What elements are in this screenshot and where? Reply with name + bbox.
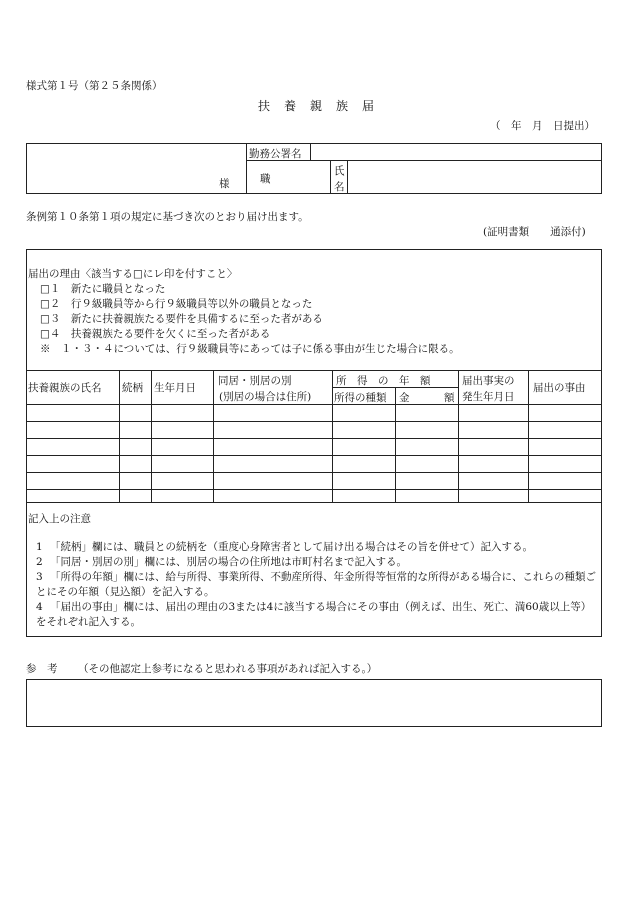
checkbox-icon[interactable]: □ (40, 313, 50, 325)
intro-text: 条例第１０条第１項の規定に基づき次のとおり届け出ます。 (26, 211, 309, 223)
reason-item[interactable]: □４ 扶養親族たる要件を欠くに至った者がある (40, 328, 271, 340)
recipient-field[interactable] (28, 145, 244, 192)
table-row[interactable] (27, 439, 601, 455)
form-number: 様式第１号（第２５条関係） (26, 80, 163, 92)
attachment-note: (証明書類 通添付) (483, 226, 586, 238)
col-header-income-amount: 金 (399, 392, 410, 404)
col-header-income-type: 所得の種類 (334, 392, 387, 404)
reasons-heading: 届出の理由〈該当する□にレ印を付すこと〉 (28, 268, 238, 280)
note-item: 1 「続柄」欄には、職員との続柄を（重度心身障害者として届け出る場合はその旨を併せて）記入する。 (36, 541, 533, 553)
checkbox-icon[interactable]: □ (40, 298, 50, 310)
reason-item[interactable]: □２ 行９級職員等から行９級職員等以外の職員となった (40, 298, 313, 310)
col-header-cohabit: 同居・別居の別 (218, 375, 292, 387)
reference-field[interactable] (26, 679, 602, 727)
col-header-income: 所 得 の 年 額 (336, 375, 431, 387)
reason-item[interactable]: □３ 新たに扶養親族たる要件を具備するに至った者がある (40, 313, 323, 325)
table-row[interactable] (27, 473, 601, 489)
col-header-fact-sub: 発生年月日 (462, 391, 515, 403)
table-row[interactable] (27, 405, 601, 421)
position-field[interactable] (270, 162, 328, 192)
submission-date: （ 年 月 日提出） (490, 120, 595, 132)
note-item: 2 「同居・別居の別」欄には、別居の場合の住所地は市町村名まで記入する。 (36, 556, 407, 568)
table-row[interactable] (27, 456, 601, 472)
reference-label: 参 考 (26, 663, 58, 675)
note-item: 4 「届出の事由」欄には、届出の理由の3または4に該当する場合にその事由（例えば、出生、死亡、満60歳以上等）をそれぞれ記入する。 (36, 601, 592, 628)
col-header-birth: 生年月日 (154, 382, 196, 394)
reference-mark-icon: ※ (40, 343, 51, 355)
position-label: 職 (260, 173, 271, 185)
col-header-relation: 続柄 (122, 382, 143, 394)
table-row[interactable] (27, 490, 601, 502)
reference-hint: （その他認定上参考になると思われる事項があれば記入する。） (78, 663, 378, 675)
office-label: 勤務公署名 (249, 148, 302, 160)
page-title: 扶 養 親 族 届 (258, 99, 376, 113)
col-header-name: 扶養親族の氏名 (28, 382, 102, 394)
col-header-income-amount-unit: 額 (444, 392, 455, 404)
sama-label: 様 (219, 178, 230, 190)
col-header-reason: 届出の事由 (533, 382, 586, 394)
col-header-cohabit-sub: (別居の場合は住所) (219, 391, 312, 403)
note-item: 3 「所得の年額」欄には、給与所得、事業所得、不動産所得、年金所得等恒常的な所得がある場合に、これらの種類ごとにその年額（見込額）を記入する。 (36, 571, 596, 598)
name-field[interactable] (349, 162, 600, 192)
checkbox-icon[interactable]: □ (40, 283, 50, 295)
name-label-top: 氏 (334, 165, 345, 177)
office-field[interactable] (312, 144, 600, 159)
notes-heading: 記入上の注意 (28, 513, 91, 525)
checkbox-icon[interactable]: □ (40, 328, 50, 340)
reasons-footnote: ※ １・３・４については、行９級職員等にあっては子に係る事由が生じた場合に限る。 (40, 343, 460, 355)
reason-item[interactable]: □１ 新たに職員となった (40, 283, 166, 295)
col-header-fact: 届出事実の (462, 375, 515, 387)
table-row[interactable] (27, 422, 601, 438)
name-label-bottom: 名 (334, 181, 345, 193)
